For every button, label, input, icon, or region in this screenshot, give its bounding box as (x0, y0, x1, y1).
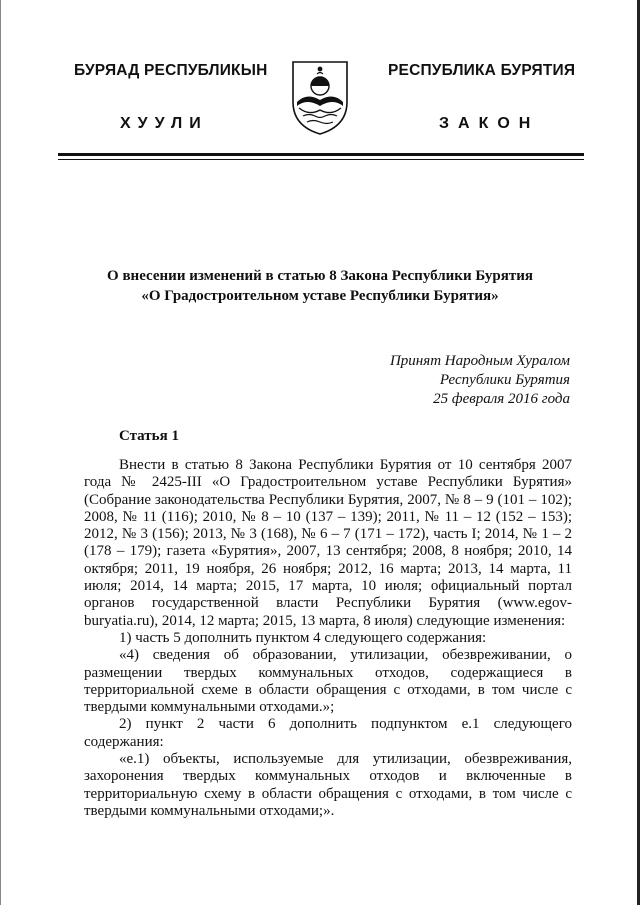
header-divider-thin (58, 159, 584, 160)
header-divider-thick (58, 153, 584, 156)
adoption-line-1: Принят Народным Хуралом (389, 353, 570, 369)
buryatia-coat-of-arms-icon (289, 56, 351, 136)
law-title-line-2: «О Градостроительном уставе Республики Бурятия» (141, 288, 499, 304)
article-body (84, 457, 572, 820)
adoption-line-2: Республики Бурятия (439, 372, 570, 388)
scan-left-edge (0, 0, 1, 905)
article-paragraph: «е.1) объекты, используемые для утилизации, обезвреживания, захоронения твердых коммунальных отходов и включенные в территориальную схему в области обращения с отходами, в том числе с твердыми коммунальными отходами;». (84, 751, 572, 819)
article-paragraph: «4) сведения об образовании, утилизации, обезвреживании, о размещении твердых коммунальных отходов, содержащиеся в территориальной схеме в области обращения с отходами, в том числе с твердыми коммунальными отходами.»; (84, 647, 572, 716)
law-title (70, 266, 570, 306)
article-paragraph: 2) пункт 2 части 6 дополнить подпунктом е.1 следующего содержания: (84, 716, 572, 750)
adoption-note (390, 352, 570, 409)
header-left-top: БУРЯАД РЕСПУБЛИКЫН (74, 62, 268, 79)
header-left-bottom: ХУУЛИ (120, 115, 208, 132)
header-right-top: РЕСПУБЛИКА БУРЯТИЯ (388, 62, 576, 79)
article-heading: Статья 1 (119, 428, 179, 444)
article-paragraph: Внести в статью 8 Закона Республики Бурятия от 10 сентября 2007 года № 2425-III «О Градостроительном уставе Республики Бурятия» (Собрание законодательства Республики Бурятия, 2007, № 8 – 9 (101 – 102); 2008, № 11 (116); 2010, № 8 – 10 (137 – 139); 2011, № 11 – 12 (152 – 153); 2012, № 3 (156); 2013, № 3 (168), № 6 – 7 (171 – 172), часть I; 2014, № 1 – 2 (178 – 179); газета «Бурятия», 2007, 13 сентября; 2008, 8 ноября; 2010, 14 октября; 2011, 19 ноября, 26 ноября; 2012, 16 марта; 2013, 14 марта, 11 июля; 2014, 14 марта; 2015, 17 марта, 10 июля; официальный портал органов государственной власти Республики Бурятия (www.egov-buryatia.ru), 2014, 12 марта; 2015, 13 марта, 8 июля) следующие изменения: (84, 457, 572, 629)
header-right-bottom: ЗАКОН (439, 115, 540, 132)
law-title-line-1: О внесении изменений в статью 8 Закона Республики Бурятия (107, 268, 533, 284)
adoption-date: 25 февраля 2016 года (433, 391, 570, 407)
article-paragraph: 1) часть 5 дополнить пунктом 4 следующего содержания: (119, 629, 487, 646)
